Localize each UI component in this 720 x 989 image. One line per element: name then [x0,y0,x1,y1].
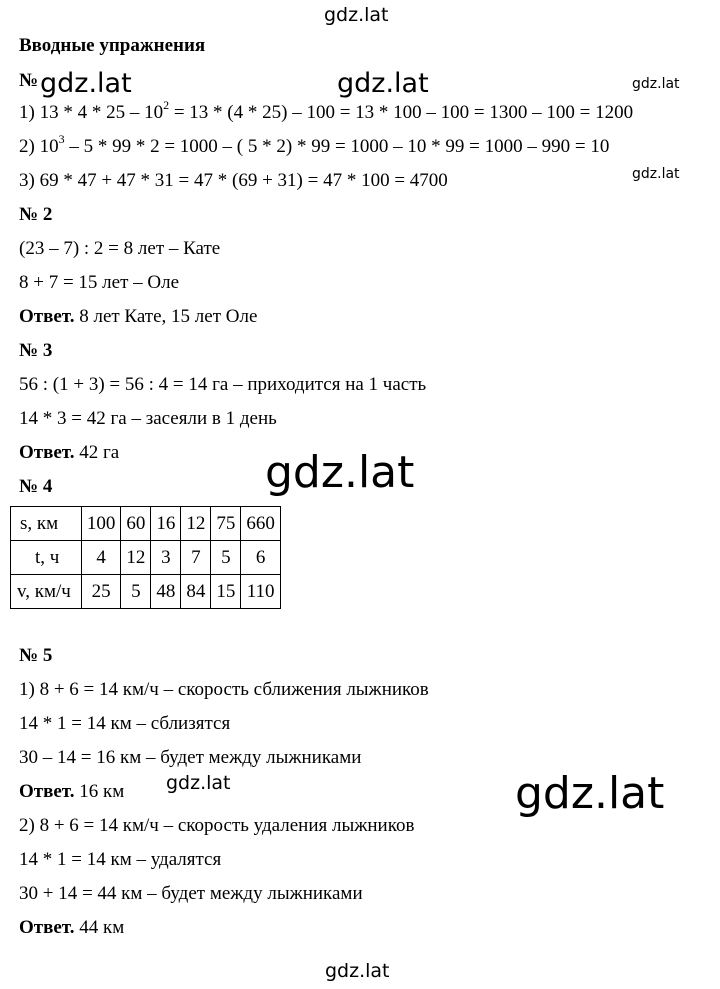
table-cell: 12 [121,541,151,575]
table-cell: 660 [241,507,281,541]
watermark: gdz.lat [324,4,389,26]
exercise-2-number: № 2 [19,204,53,225]
exercise-5-line-1: 1) 8 + 6 = 14 км/ч – скорость сближения лыжников [19,679,429,700]
exercise-5-answer-1: Ответ. 16 км [19,781,125,802]
table-cell: 12 [181,507,211,541]
table-cell: s, км [11,507,82,541]
table-cell: 25 [81,575,121,609]
exercise-1-line-3: 3) 69 * 47 + 47 * 31 = 47 * (69 + 31) = 47 * 100 = 4700 [19,170,448,191]
table-cell: 4 [81,541,121,575]
exercise-5-line-4: 2) 8 + 6 = 14 км/ч – скорость удаления лыжников [19,815,415,836]
watermark: gdz.lat [632,166,680,182]
exercise-5-line-2: 14 * 1 = 14 км – сблизятся [19,713,231,734]
table-cell: v, км/ч [11,575,82,609]
table-row [11,507,281,541]
exercise-1-number: № [19,70,39,91]
table-cell: 5 [121,575,151,609]
exercise-5-number: № 5 [19,645,53,666]
table-cell: 100 [81,507,121,541]
table-cell: 6 [241,541,281,575]
table-cell: 75 [211,507,241,541]
table-cell: 60 [121,507,151,541]
exercise-3-answer: Ответ. 42 га [19,442,120,463]
watermark: gdz.lat [166,772,231,794]
watermark: gdz.lat [265,447,415,498]
table-cell: 16 [151,507,181,541]
watermark: gdz.lat [335,68,433,99]
exercise-5-line-3: 30 – 14 = 16 км – будет между лыжниками [19,747,362,768]
exercise-2-answer: Ответ. 8 лет Кате, 15 лет Оле [19,306,258,327]
exercise-4-number: № 4 [19,476,53,497]
exercise-3-line-1: 56 : (1 + 3) = 56 : 4 = 14 га – приходится на 1 часть [19,374,427,395]
exercise-5-line-6: 30 + 14 = 44 км – будет между лыжниками [19,883,363,904]
watermark: gdz.lat [515,768,665,819]
exercise-3-number: № 3 [19,340,53,361]
table-row [11,541,281,575]
table-cell: 3 [151,541,181,575]
exercise-2-line-2: 8 + 7 = 15 лет – Оле [19,272,180,293]
exercise-2-line-1: (23 – 7) : 2 = 8 лет – Кате [19,238,221,259]
page-heading: Вводные упражнения [19,35,206,56]
watermark: gdz.lat [38,68,136,99]
table-cell: 48 [151,575,181,609]
table-cell: t, ч [11,541,82,575]
table-cell: 5 [211,541,241,575]
table-cell: 7 [181,541,211,575]
table-row [11,575,281,609]
watermark: gdz.lat [325,960,390,982]
watermark: gdz.lat [632,76,680,92]
speed-table [10,506,281,609]
table-cell: 84 [181,575,211,609]
exercise-3-line-2: 14 * 3 = 42 га – засеяли в 1 день [19,408,277,429]
exercise-1-line-2: 2) $10^3 - 5 * 99 * 2 = 1000$ – ( 5 * 2) * 99 = 1000 – 10 * 99 = 1000 – 990 = 10 [19,131,610,157]
table-cell: 15 [211,575,241,609]
exercise-5-line-5: 14 * 1 = 14 км – удалятся [19,849,222,870]
exercise-1-line-1: 1) $13 * 4 * 25 - 10^2 = 13 * (4 * 25) - 100 = 13 * 100 - 100 = 1300 - 100 = 1200$ [19,97,634,123]
table-cell: 110 [241,575,281,609]
exercise-5-answer-2: Ответ. 44 км [19,917,125,938]
